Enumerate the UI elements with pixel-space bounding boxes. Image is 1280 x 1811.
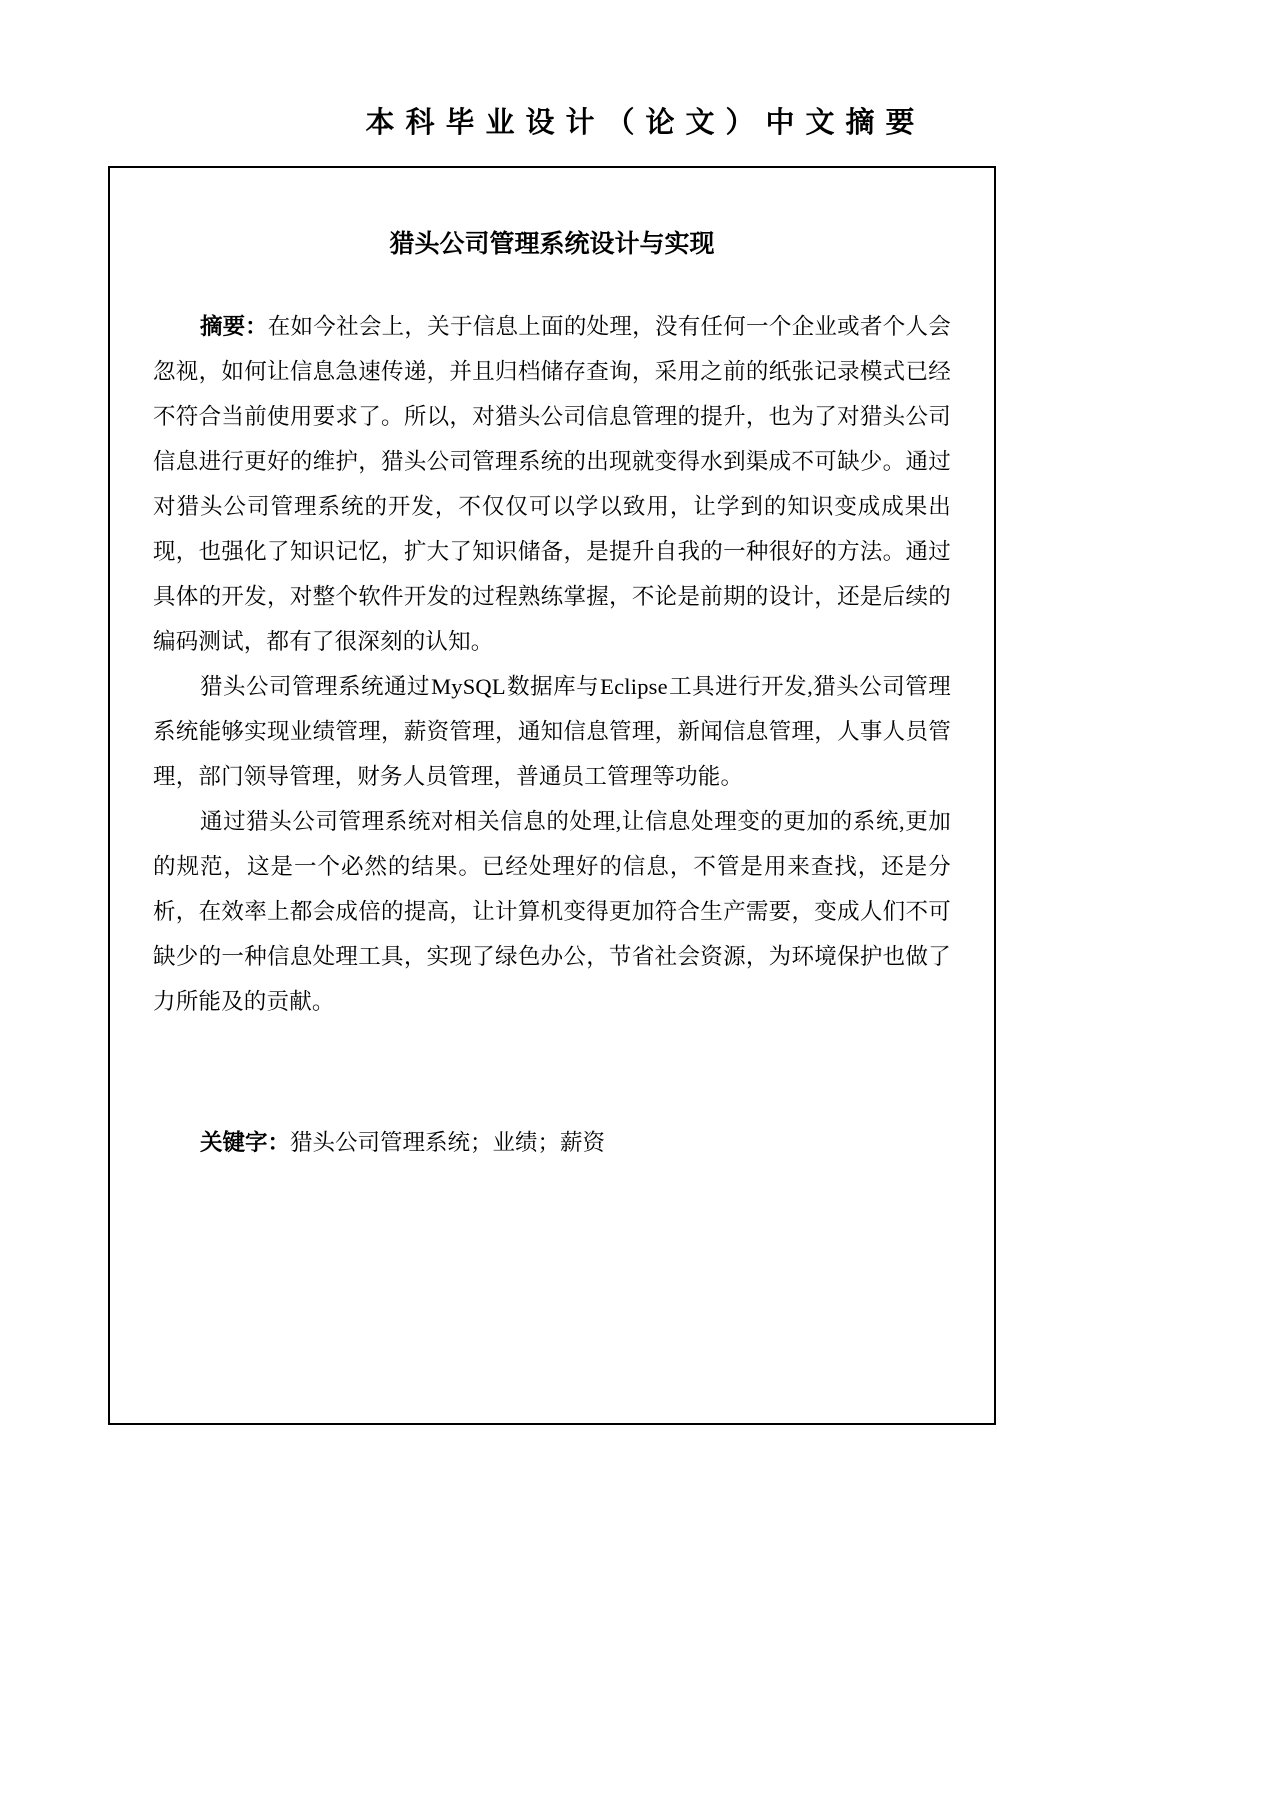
abstract-paragraph-2-part3: 工具进行开发,猎头公司管理系统能够实现业绩管理，薪资管理，通知信息管理，新闻信息管理，人事人员管理，部门领导管理，财务人员管理，普通员工管理等功能。 bbox=[153, 673, 951, 789]
document-header bbox=[0, 106, 1280, 141]
abstract-label: 摘要： bbox=[200, 313, 268, 339]
keywords-value: 猎头公司管理系统；业绩；薪资 bbox=[290, 1129, 606, 1155]
tech-name-eclipse: Eclipse bbox=[600, 673, 668, 699]
tech-name-mysql: MySQL bbox=[431, 673, 506, 699]
paper-title: 猎头公司管理系统设计与实现 bbox=[389, 230, 715, 258]
abstract-frame-content bbox=[110, 168, 994, 1423]
abstract-paragraph-2 bbox=[153, 664, 951, 799]
abstract-paragraph-1-text: 在如今社会上，关于信息上面的处理，没有任何一个企业或者个人会忽视，如何让信息急速传递，并且归档储存查询，采用之前的纸张记录模式已经不符合当前使用要求了。所以，对猎头公司信息管理的提升，也为了对猎头公司信息进行更好的维护，猎头公司管理系统的出现就变得水到渠成不可缺少。通过对猎头公司管理系统的开发，不仅仅可以学以致用，让学到的知识变成成果出现，也强化了知识记忆，扩大了知识储备，是提升自我的一种很好的方法。通过具体的开发，对整个软件开发的过程熟练掌握，不论是前期的设计，还是后续的编码测试，都有了很深刻的认知。 bbox=[153, 313, 951, 654]
abstract-body bbox=[153, 304, 951, 1024]
keywords-line bbox=[153, 1120, 951, 1165]
abstract-paragraph-2-part1: 猎头公司管理系统通过 bbox=[200, 673, 431, 699]
keywords-block bbox=[153, 1120, 951, 1165]
keywords-label: 关键字： bbox=[200, 1129, 291, 1155]
document-header-title: 本科毕业设计（论文）中文摘要 bbox=[365, 107, 926, 139]
abstract-paragraph-3: 通过猎头公司管理系统对相关信息的处理,让信息处理变的更加的系统,更加的规范，这是一个必然的结果。已经处理好的信息，不管是用来查找，还是分析，在效率上都会成倍的提高，让计算机变得更加符合生产需要，变成人们不可缺少的一种信息处理工具，实现了绿色办公，节省社会资源，为环境保护也做了力所能及的贡献。 bbox=[153, 808, 951, 1014]
abstract-paragraph-1 bbox=[153, 304, 951, 664]
abstract-frame bbox=[108, 166, 996, 1425]
abstract-paragraph-2-part2: 数据库与 bbox=[506, 673, 600, 699]
